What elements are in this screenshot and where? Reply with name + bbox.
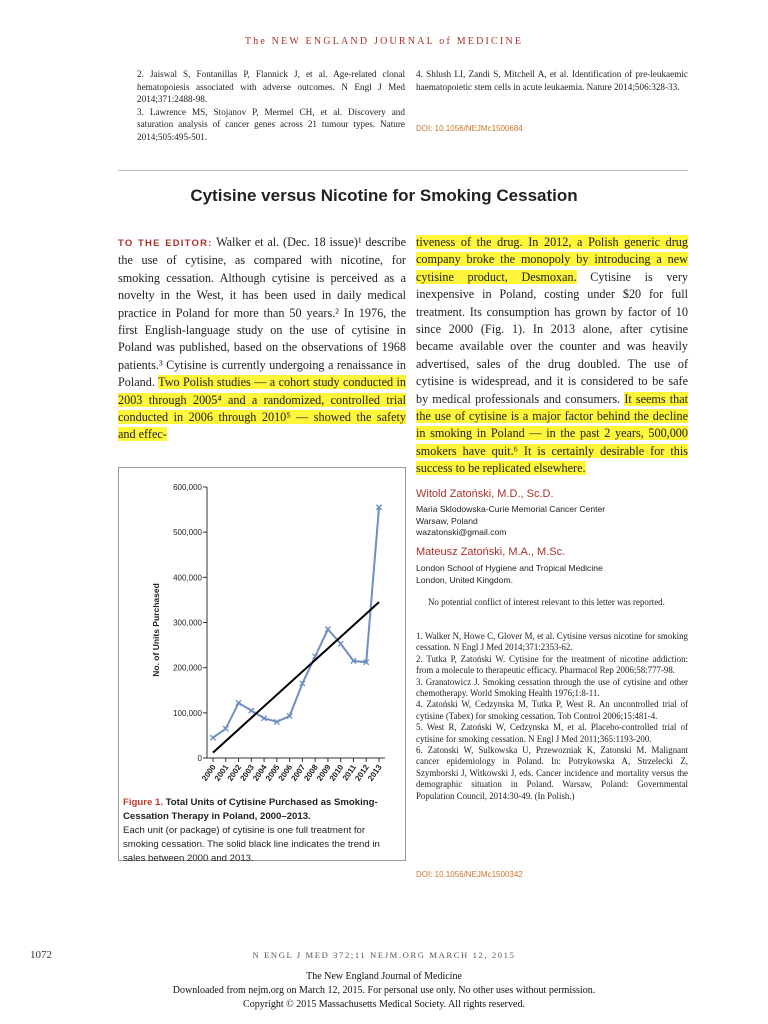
x-tick-label: 2002 [225, 762, 244, 783]
author-affiliation [416, 563, 688, 586]
x-tick-label: 2000 [200, 762, 218, 783]
y-axis-label: No. of Units Purchased [151, 583, 161, 677]
reference-item: 1. Walker N, Howe C, Glover M, et al. Cytisine versus nicotine for smoking cessation. N Engl J Med 2014;371:2353-62. [416, 631, 688, 653]
x-tick-label: 2009 [314, 762, 333, 783]
highlighted-text: tiveness of the drug. In 2012, a Polish generic drug company broke the monopoly by introducing a new cytisine product, Desmoxan. [416, 235, 688, 284]
reference-item: 4. Shlush LI, Zandi S, Mitchell A, et al. Identification of pre-leukaemic haematopoietic stem cells in acute leukaemia. Nature 2014;506:328-33. [416, 69, 688, 92]
y-tick-label: 0 [197, 754, 202, 763]
notice-line: The New England Journal of Medicine [306, 971, 462, 982]
highlighted-text: It seems that the use of cytisine is a major factor behind the decline in smoking in Poland — in the past 2 years, 500,000 smokers have quit.⁶ It is certainly desirable for this success to be replicated elsewhere. [416, 391, 688, 476]
x-tick-label: 2005 [263, 762, 282, 783]
x-tick-label: 2004 [251, 762, 269, 783]
body-text: Walker et al. (Dec. 18 issue)¹ describe the use of cytisine, as compared with nicotine, for smoking cessation. Although cytisine is perceived as a novelty in the West, it has been used in daily medical practice in Poland for more than 50 years.² In 1976, the first English-language study on the use of cytisine in Poland was published, based on the observations of 1968 patients.³ Cytisine is currently undergoing a renaissance in Poland. [118, 235, 407, 390]
y-tick-label: 500,000 [173, 528, 202, 538]
article-title: Cytisine versus Nicotine for Smoking Cessation [190, 186, 578, 205]
reference-item: 3. Granatowicz J. Smoking cessation through the use of cytisine and other chemotherapy. World Smoking Health 1976;1:8-11. [416, 676, 688, 699]
reference-item: 5. West R, Zatoński W, Cedzynska M, et al. Placebo-controlled trial of cytisine for smoking cessation. N Engl J Med 2011;365:1193-200. [416, 722, 688, 744]
reference-item: 2. Jaiswal S, Fontanillas P, Flannick J, et al. Age-related clonal hematopoiesis associated with adverse outcomes. N Engl J Med 2014;371:2488-98. [137, 69, 405, 105]
x-tick-label: 2012 [353, 762, 371, 783]
letter-body-column-1 [118, 234, 406, 444]
references-list [416, 631, 688, 802]
notice-line: Downloaded from nejm.org on March 12, 2015. For personal use only. No other uses without permission. [172, 985, 596, 996]
author-name: Mateusz Zatoński, M.A., M.Sc. [416, 546, 566, 558]
affiliation-line: London, United Kingdom. [416, 574, 513, 585]
author-email: wazatonski@gmail.com [416, 527, 507, 538]
section-divider [118, 170, 688, 171]
data-point [338, 641, 343, 646]
reference-item: 2. Tutka P, Zatoński W. Cytisine for the treatment of nicotine addiction: from a molecule to therapeutic efficacy. Pharmacol Rep 2006;58:777-98. [416, 653, 688, 676]
x-tick-label: 2008 [302, 762, 320, 783]
y-tick-label: 200,000 [173, 663, 202, 673]
previous-references-left [137, 68, 405, 144]
affiliation-line: Maria Sklodowska-Curie Memorial Cancer Center [416, 504, 606, 514]
affiliation-line: London School of Hygiene and Tropical Medicine [416, 563, 603, 573]
cytisine-sales-chart [119, 468, 405, 790]
footer-citation: N ENGL J MED 372;11 NEJM.ORG MARCH 12, 2015 [252, 950, 516, 960]
notice-line: Copyright © 2015 Massachusetts Medical Society. All rights reserved. [243, 999, 525, 1010]
figure-caption-text: Each unit (or package) of cytisine is one full treatment for smoking cessation. The solid black line indicates the trend in sales between 2000 and 2013. [123, 825, 380, 864]
reference-item: 3. Lawrence MS, Stojanov P, Mermel CH, et al. Discovery and saturation analysis of cancer genes across 21 tumour types. Nature 2014;505:495-501. [137, 106, 405, 142]
reference-item: 4. Zatoński W, Cedzynska M, Tutka P, West R. An uncontrolled trial of cytisine (Tabex) for smoking cessation. Tob Control 2006;15:481-4. [416, 699, 688, 721]
figure-label: Figure 1. [123, 797, 163, 808]
figure-title: Total Units of Cytisine Purchased as Smoking-Cessation Therapy in Poland, 2000–2013. [123, 797, 378, 822]
letter-body-column-2 [416, 234, 688, 478]
journal-masthead: The NEW ENGLAND JOURNAL of MEDICINE [244, 36, 524, 47]
download-notice [0, 970, 768, 1012]
x-tick-label: 2010 [327, 762, 346, 783]
figure-caption [123, 796, 399, 866]
x-tick-label: 2003 [238, 762, 256, 783]
author-affiliation [416, 504, 688, 539]
page-number: 1072 [30, 949, 52, 961]
y-tick-label: 600,000 [173, 483, 202, 492]
data-point [210, 735, 215, 740]
article-doi: DOI: 10.1056/NEJMc1500342 [416, 870, 523, 879]
previous-references-right [416, 68, 688, 93]
x-tick-label: 2001 [212, 762, 231, 783]
highlighted-text: Two Polish studies — a cohort study conducted in 2003 through 2005⁴ and a randomized, controlled trial conducted in 2006 through 2010⁵ — showed the safety and effec- [118, 375, 406, 442]
author-name: Witold Zatoński, M.D., Sc.D. [416, 488, 554, 500]
x-tick-label: 2007 [289, 762, 308, 783]
conflict-statement: No potential conflict of interest relevant to this letter was reported. [428, 597, 665, 607]
body-text: Cytisine is very inexpensive in Poland, costing under $20 for full treatment. Its consumption has grown by factor of 10 since 2000 (Fig. 1). In 2013 alone, after cytisine became available over the counter and was heavily advertised, sales of the drug doubled. The use of cytisine is widespread, and it is considered to be safe by medical professionals and consumers. [416, 269, 688, 406]
y-tick-label: 300,000 [173, 618, 202, 628]
trend-line [213, 602, 379, 752]
x-tick-label: 2011 [340, 762, 359, 783]
reference-item: 6. Zatonski W, Sulkowska U, Przewozniak K, Zatonski M. Malignant cancer epidemiology in Poland. In: Potrykowska A, Strzelecki Z, Szymborski J, Witkowski J, eds. Cancer incidence and mortality versus the demographic situation in Poland. Warsaw, Poland: Governmental Population Council, 2014:30-49. (In Polish.) [416, 745, 688, 801]
affiliation-line: Warsaw, Poland [416, 515, 478, 526]
figure-1 [118, 467, 406, 864]
x-tick-label: 2013 [366, 762, 384, 783]
y-tick-label: 100,000 [173, 708, 202, 718]
x-tick-label: 2006 [276, 762, 295, 783]
to-the-editor-lead: TO THE EDITOR: [118, 238, 213, 249]
previous-doi: DOI: 10.1056/NEJMc1500684 [416, 124, 523, 133]
y-tick-label: 400,000 [173, 573, 202, 583]
